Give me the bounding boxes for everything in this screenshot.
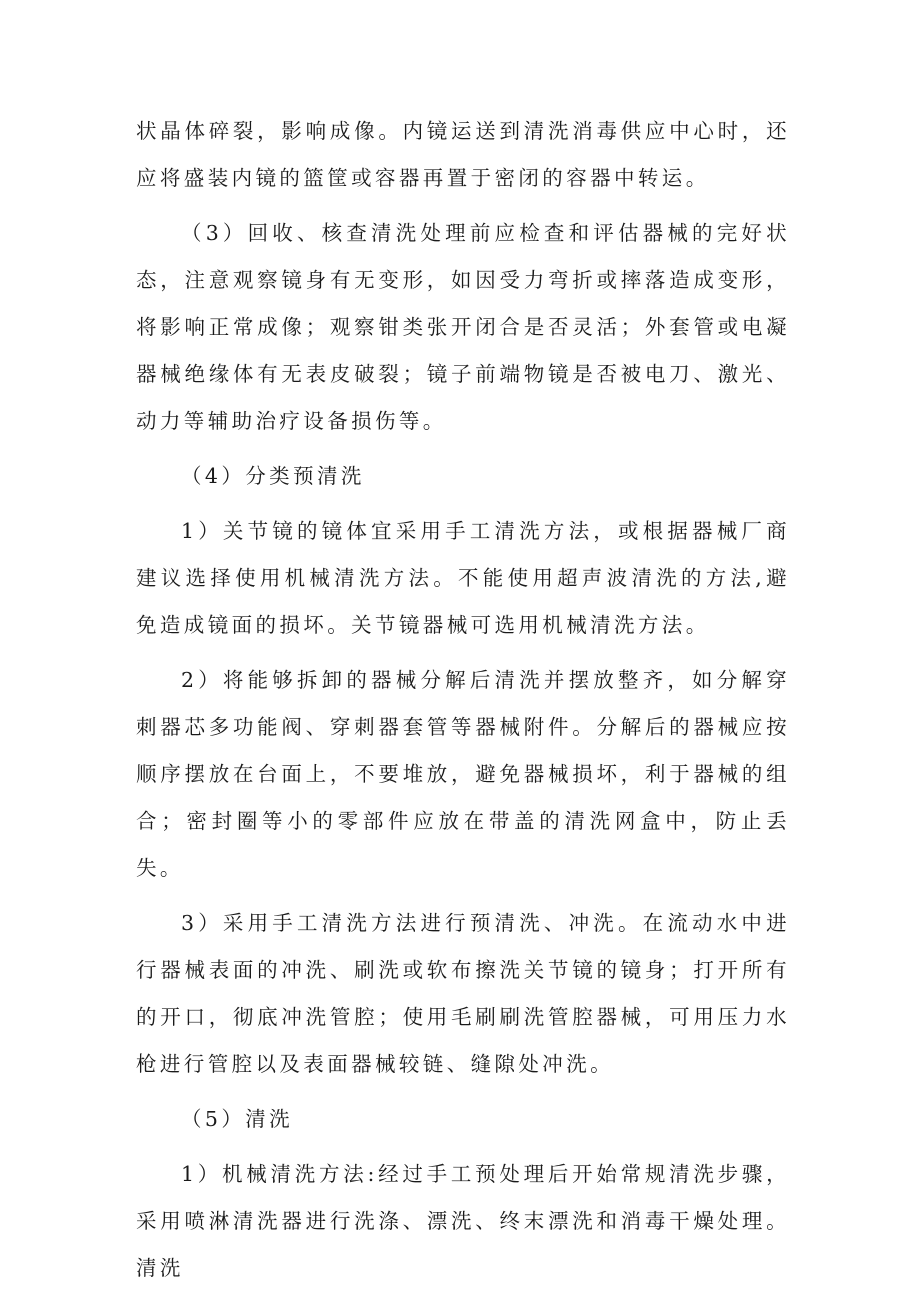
paragraph-machine-cleaning: 1）机械清洗方法:经过手工预处理后开始常规清洗步骤，采用喷淋清洗器进行洗涤、漂洗、终末漂洗和消毒干燥处理。清洗	[136, 1162, 790, 1280]
paragraph-continuation: 状晶体碎裂，影响成像。内镜运送到清洗消毒供应中心时，还应将盛装内镜的篮筐或容器再置于密闭的容器中转运。	[136, 119, 790, 190]
paragraph-disassembly: 2）将能够拆卸的器械分解后清洗并摆放整齐，如分解穿刺器芯多功能阀、穿刺器套管等器械附件。分解后的器械应按顺序摆放在台面上，不要堆放，避免器械损坏，利于器械的组合；密封圈等小的零部件应放在带盖的清洗网盒中，防止丢失。	[136, 668, 790, 880]
paragraph-inspection: （3）回收、核查清洗处理前应检查和评估器械的完好状态，注意观察镜身有无变形，如因受力弯折或摔落造成变形，将影响正常成像；观察钳类张开闭合是否灵活；外套管或电凝器械绝缘体有无表皮破裂；镜子前端物镜是否被电刀、激光、动力等辅助治疗设备损伤等。	[136, 221, 790, 433]
paragraph-manual-rinse: 3）采用手工清洗方法进行预清洗、冲洗。在流动水中进行器械表面的冲洗、刷洗或软布擦洗关节镜的镜身；打开所有的开口，彻底冲洗管腔；使用毛刷刷洗管腔器械，可用压力水枪进行管腔以及表面器械较链、缝隙处冲洗。	[136, 911, 790, 1076]
paragraph-arthroscope-cleaning: 1）关节镜的镜体宜采用手工清洗方法，或根据器械厂商建议选择使用机械清洗方法。不能使用超声波清洗的方法,避免造成镜面的损坏。关节镜器械可选用机械清洗方法。	[136, 519, 790, 637]
section-heading-pre-cleaning: （4）分类预清洗	[181, 464, 365, 488]
body-text	[136, 108, 790, 1292]
section-heading-cleaning: （5）清洗	[181, 1107, 294, 1131]
